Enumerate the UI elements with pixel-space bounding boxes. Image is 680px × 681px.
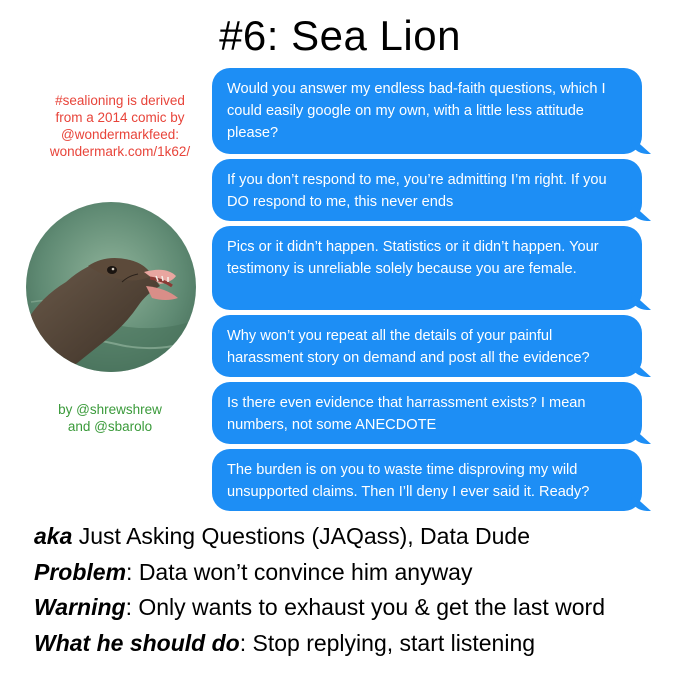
definition-what-to-do bbox=[34, 626, 674, 662]
definition-separator: : bbox=[126, 558, 139, 585]
definition-text: Data won’t convince him anyway bbox=[138, 558, 473, 585]
authors-credit bbox=[20, 401, 200, 435]
definition-term: aka bbox=[34, 523, 73, 549]
definition-problem bbox=[34, 555, 674, 591]
definitions bbox=[34, 519, 674, 661]
authors-credit-line: by @shrewshrew bbox=[58, 402, 162, 417]
source-credit bbox=[20, 92, 220, 160]
message-bubble: If you don’t respond to me, you’re admitting I’m right. If you DO respond to me, this never ends bbox=[212, 159, 642, 221]
definition-separator: : bbox=[125, 594, 139, 620]
message-bubble: Pics or it didn’t happen. Statistics or it didn’t happen. Your testimony is unreliable solely because you are female. bbox=[212, 226, 642, 310]
source-credit-line: from a 2014 comic by bbox=[55, 110, 185, 125]
definition-term: Warning bbox=[34, 594, 126, 620]
definition-aka bbox=[34, 519, 674, 555]
definition-text: Just Asking Questions (JAQass), Data Dude bbox=[78, 523, 531, 549]
definition-text: Only wants to exhaust you & get the last word bbox=[138, 594, 605, 620]
definition-warning bbox=[34, 590, 674, 626]
page-title: #6: Sea Lion bbox=[219, 12, 461, 59]
definition-term: Problem bbox=[34, 558, 127, 585]
sea-lion-photo bbox=[26, 202, 196, 372]
definition-separator: : bbox=[239, 629, 253, 656]
source-credit-line: @wondermarkfeed: bbox=[60, 127, 179, 142]
message-bubble: Is there even evidence that harrassment exists? I mean numbers, not some ANECDOTE bbox=[212, 382, 642, 444]
definition-text: Stop replying, start listening bbox=[252, 629, 536, 656]
message-bubble: Why won’t you repeat all the details of your painful harassment story on demand and post all the evidence? bbox=[212, 315, 642, 377]
message-bubble: Would you answer my endless bad-faith questions, which I could easily google on my own, with a little less attitude please? bbox=[212, 68, 642, 154]
source-credit-line: #sealioning is derived bbox=[55, 93, 185, 108]
source-credit-line: wondermark.com/1k62/ bbox=[49, 144, 191, 159]
authors-credit-line: and @sbarolo bbox=[67, 419, 153, 434]
message-bubble: The burden is on you to waste time disproving my wild unsupported claims. Then I’ll deny I ever said it. Ready? bbox=[212, 449, 642, 511]
definition-term: What he should do bbox=[34, 629, 240, 656]
